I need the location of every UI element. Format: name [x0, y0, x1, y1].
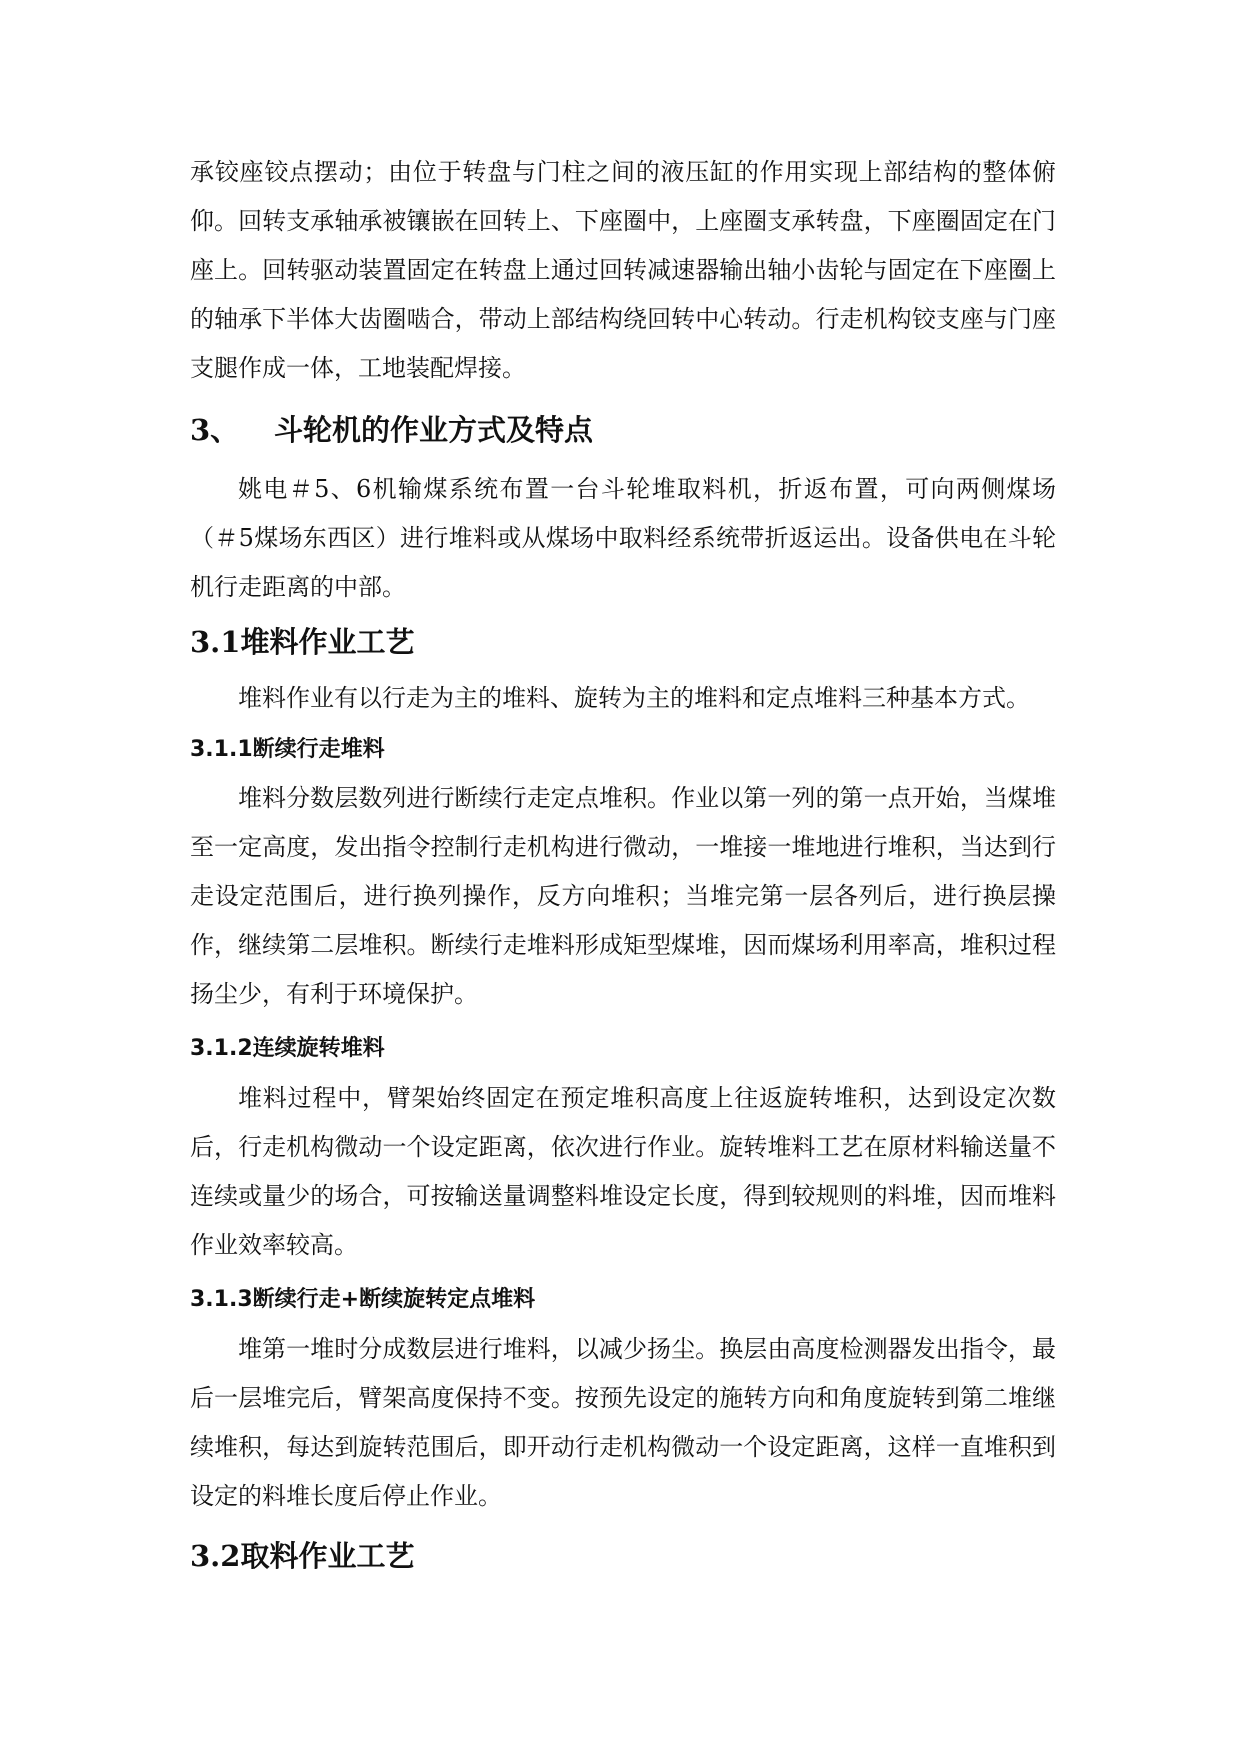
paragraph-text: 承铰座铰点摆动；由位于转盘与门柱之间的液压缸的作用实现上部结构的整体俯仰。回转支承轴承被镶嵌在回转上、下座圈中，上座圈支承转盘，下座圈固定在门座上。回转驱动装置固定在转盘上通过回转减速器输出轴小齿轮与固定在下座圈上的轴承下半体大齿圈啮合，带动上部结构绕回转中心转动。行走机构铰支座与门座支腿作成一体，工地装配焊接。	[190, 158, 1056, 382]
paragraph-text: 姚电＃5、6机输煤系统布置一台斗轮堆取料机，折返布置，可向两侧煤场（＃5煤场东西区）进行堆料或从煤场中取料经系统带折返运出。设备供电在斗轮机行走距离的中部。	[190, 475, 1056, 601]
section-heading-3-2: 3.2取料作业工艺	[190, 1539, 415, 1573]
section-heading-3-1-1: 3.1.1断续行走堆料	[190, 737, 385, 762]
section-heading-3-1-2: 3.1.2连续旋转堆料	[190, 1036, 385, 1061]
section-heading-3-1: 3.1堆料作业工艺	[190, 625, 415, 659]
paragraph-stacking-methods	[190, 674, 1056, 723]
paragraph-fixed-point	[190, 1325, 1056, 1521]
section-heading-3	[190, 410, 593, 450]
paragraph-structure	[190, 148, 1056, 393]
paragraph-text: 堆料分数层数列进行断续行走定点堆积。作业以第一列的第一点开始，当煤堆至一定高度，发出指令控制行走机构进行微动，一堆接一堆地进行堆积，当达到行走设定范围后，进行换列操作，反方向堆积；当堆完第一层各列后，进行换层操作，继续第二层堆积。断续行走堆料形成矩型煤堆，因而煤场利用率高，堆积过程扬尘少，有利于环境保护。	[190, 784, 1056, 1008]
section-title: 斗轮机的作业方式及特点	[274, 413, 594, 447]
paragraph-text: 堆料过程中，臂架始终固定在预定堆积高度上往返旋转堆积，达到设定次数后，行走机构微动一个设定距离，依次进行作业。旋转堆料工艺在原材料输送量不连续或量少的场合，可按输送量调整料堆设定长度，得到较规则的料堆，因而堆料作业效率较高。	[190, 1084, 1056, 1259]
paragraph-text: 堆料作业有以行走为主的堆料、旋转为主的堆料和定点堆料三种基本方式。	[238, 684, 1030, 712]
paragraph-continuous-slewing	[190, 1074, 1056, 1270]
paragraph-operation	[190, 465, 1056, 612]
section-heading-3-1-3: 3.1.3断续行走+断续旋转定点堆料	[190, 1287, 536, 1312]
section-number: 3、	[190, 413, 240, 447]
paragraph-intermittent-travel	[190, 774, 1056, 1019]
paragraph-text: 堆第一堆时分成数层进行堆料，以减少扬尘。换层由高度检测器发出指令，最后一层堆完后，臂架高度保持不变。按预先设定的施转方向和角度旋转到第二堆继续堆积，每达到旋转范围后，即开动行走机构微动一个设定距离，这样一直堆积到设定的料堆长度后停止作业。	[190, 1335, 1056, 1510]
